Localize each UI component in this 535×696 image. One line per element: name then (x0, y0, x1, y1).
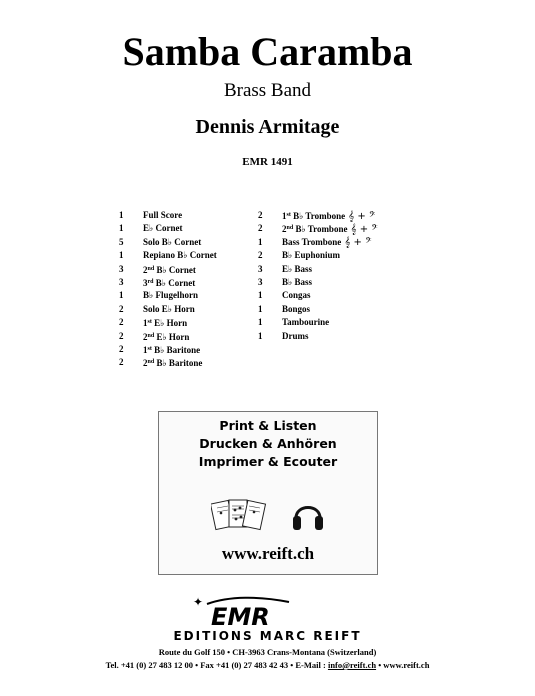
score-title: Samba Caramba (122, 29, 413, 74)
part-quantity: 1 (119, 250, 124, 261)
part-row (119, 356, 217, 369)
part-row (119, 263, 217, 276)
part-quantity: 2 (119, 343, 124, 354)
catalog-number: EMR 1491 (242, 156, 293, 168)
part-name (143, 222, 183, 235)
part-name (143, 276, 195, 289)
headphones-icon (292, 496, 324, 534)
part-instrument: B♭ Trombone (293, 224, 348, 235)
part-ordinal: 3 (143, 277, 148, 288)
part-quantity: 2 (119, 303, 124, 314)
part-quantity: 1 (119, 290, 124, 301)
parts-list-right (258, 209, 378, 343)
part-name (143, 236, 201, 249)
part-name (282, 236, 372, 249)
part-ordinal: 2 (143, 358, 148, 369)
part-ordinal-suffix: nd (147, 332, 155, 339)
part-quantity: 2 (258, 250, 263, 261)
part-ordinal: 2 (143, 331, 148, 342)
part-instrument: Congas (282, 290, 311, 301)
part-row (119, 316, 217, 329)
part-quantity: 1 (258, 303, 263, 314)
part-quantity: 3 (119, 263, 124, 274)
part-row (119, 330, 217, 343)
part-name (282, 276, 312, 289)
publisher-contact (0, 660, 535, 670)
part-name (143, 249, 217, 262)
part-row (258, 276, 378, 289)
contact-phone-fax: Tel. +41 (0) 27 483 12 00 • Fax +41 (0) 27 483 42 43 • E-Mail : (105, 660, 328, 670)
part-quantity: 3 (119, 276, 124, 287)
part-row (258, 316, 378, 329)
part-ordinal: 1 (143, 318, 148, 329)
part-instrument: B♭ Baritone (151, 344, 201, 355)
part-ordinal: 2 (282, 224, 287, 235)
part-instrument: Bongos (282, 303, 311, 314)
part-row (258, 222, 378, 235)
part-instrument: B♭ Baritone (154, 358, 203, 369)
part-name (282, 263, 312, 276)
part-row (119, 343, 217, 356)
clef-icon: 𝄞 + 𝄢 (345, 211, 376, 222)
part-quantity: 1 (258, 330, 263, 341)
part-row (119, 222, 217, 235)
part-instrument: E♭ Horn (151, 318, 188, 329)
part-name (282, 249, 340, 262)
part-row (258, 209, 378, 222)
part-instrument: B♭ Cornet (153, 277, 196, 288)
part-name (282, 209, 375, 222)
part-name (282, 289, 311, 302)
part-instrument: Solo B♭ Cornet (143, 236, 202, 247)
part-instrument: E♭ Cornet (143, 223, 183, 234)
part-row (119, 249, 217, 262)
part-instrument: E♭ Horn (154, 331, 190, 342)
part-instrument: B♭ Euphonium (282, 250, 341, 261)
part-quantity: 1 (258, 236, 263, 247)
part-ordinal-suffix: st (147, 319, 152, 326)
part-ordinal-suffix: nd (147, 359, 155, 366)
part-row (258, 249, 378, 262)
part-instrument: B♭ Cornet (154, 264, 196, 275)
part-quantity: 3 (258, 263, 263, 274)
part-ordinal: 2 (143, 264, 148, 275)
publisher-address: Route du Golf 150 • CH-3963 Crans-Montana (Switzerland) (158, 647, 377, 657)
part-instrument: Bass Trombone (282, 236, 342, 247)
part-ordinal-suffix: rd (147, 278, 154, 285)
part-row (119, 276, 217, 289)
print-listen-box[interactable] (158, 411, 378, 575)
promo-website-link[interactable]: www.reift.ch (221, 544, 315, 563)
part-row (119, 303, 217, 316)
part-row (119, 236, 217, 249)
emr-logo-icon (189, 596, 349, 628)
part-ordinal-suffix: st (147, 345, 152, 352)
parts-list-left (119, 209, 217, 370)
part-name (282, 303, 310, 316)
part-row (119, 209, 217, 222)
part-row (258, 263, 378, 276)
part-instrument: Drums (282, 330, 309, 341)
part-name (282, 222, 378, 235)
part-instrument: Tambourine (282, 317, 330, 328)
part-ordinal-suffix: nd (147, 265, 155, 272)
part-name (143, 343, 200, 356)
part-instrument: E♭ Bass (282, 263, 313, 274)
promo-line-drucken: Drucken & Anhören (199, 436, 337, 451)
svg-text:✦: ✦ (193, 596, 204, 609)
part-instrument: Full Score (143, 210, 183, 220)
promo-line-imprimer: Imprimer & Ecouter (198, 454, 338, 469)
clef-icon: 𝄞 + 𝄢 (341, 236, 372, 248)
part-instrument: B♭ Bass (282, 276, 313, 287)
contact-email-link[interactable]: info@reift.ch (327, 660, 377, 670)
part-name (143, 330, 189, 343)
part-row (119, 289, 217, 302)
part-ordinal-suffix: st (286, 212, 291, 218)
part-quantity: 5 (119, 236, 124, 247)
part-name (143, 263, 196, 276)
part-quantity: 1 (258, 317, 263, 328)
part-instrument: B♭ Flugelhorn (143, 290, 199, 301)
contact-website[interactable]: • www.reift.ch (376, 660, 430, 670)
clef-icon: 𝄞 + 𝄢 (347, 224, 378, 236)
part-ordinal-suffix: nd (286, 225, 294, 232)
part-name (143, 356, 202, 369)
part-quantity: 2 (119, 357, 124, 368)
part-row (258, 303, 378, 316)
part-instrument: Repiano B♭ Cornet (143, 250, 217, 261)
part-name (143, 303, 195, 316)
part-name (282, 316, 329, 329)
composer-name: Dennis Armitage (195, 116, 340, 138)
ensemble-subtitle: Brass Band (223, 80, 312, 101)
part-quantity: 1 (119, 210, 124, 220)
part-row (258, 330, 378, 343)
part-quantity: 2 (119, 330, 124, 341)
part-instrument: Solo E♭ Horn (143, 303, 195, 314)
part-quantity: 1 (119, 223, 124, 234)
part-ordinal: 1 (143, 344, 148, 355)
emr-logo-text: EMR (211, 603, 270, 628)
part-name (282, 330, 309, 343)
part-name (143, 289, 198, 302)
publisher-name: EDITIONS MARC REIFT (173, 629, 362, 643)
part-row (258, 289, 378, 302)
part-name (143, 316, 187, 329)
part-ordinal: 1 (282, 211, 287, 221)
part-row (258, 236, 378, 249)
promo-line-print-listen: Print & Listen (219, 418, 317, 433)
part-quantity: 1 (258, 290, 263, 301)
part-instrument: B♭ Trombone (290, 211, 346, 221)
part-quantity: 3 (258, 276, 263, 287)
part-quantity: 2 (119, 317, 124, 328)
part-quantity: 2 (258, 223, 263, 234)
part-quantity: 2 (258, 210, 263, 220)
part-name (143, 209, 182, 222)
sheet-music-icon (211, 496, 267, 534)
